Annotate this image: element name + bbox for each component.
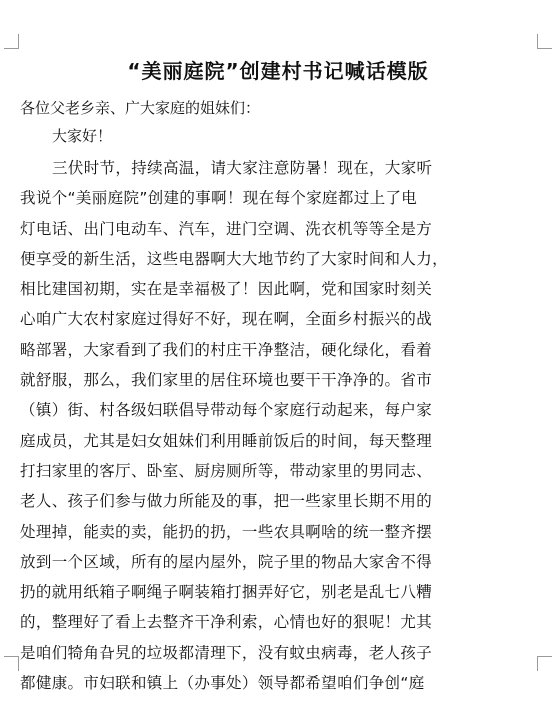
body-line: 便享受的新生活，这些电器啊大大地节约了大家时间和人力， xyxy=(20,249,448,268)
body-line: 的，整理好了看上去整齐干净利索，心情也好的狠呢！尤其 xyxy=(20,613,433,632)
body-line: 就舒服，那么，我们家里的居住环境也要干干净净的。省市 xyxy=(20,371,433,390)
body-line: （镇）街、村各级妇联倡导带动每个家庭行动起来，每户家 xyxy=(20,401,433,420)
body-line: 扔的就用纸箱子啊绳子啊装箱打捆弄好它，别老是乱七八糟 xyxy=(20,583,433,602)
body-line: 灯电话、出门电动车、汽车，进门空调、洗衣机等等全是方 xyxy=(20,219,433,238)
body-line: 都健康。市妇联和镇上（办事处）领导都希望咱们争创“庭 xyxy=(20,674,425,693)
body-line: 心咱广大农村家庭过得好不好，现在啊，全面乡村振兴的战 xyxy=(20,310,433,329)
body-line: 是咱们犄角旮旯的垃圾都清理下，没有蚊虫病毒，老人孩子 xyxy=(20,643,433,662)
greeting: 大家好！ xyxy=(52,127,113,145)
crop-mark-top-left xyxy=(4,34,19,49)
body-paragraph xyxy=(20,153,540,698)
body-line: 放到一个区域，所有的屋内屋外，院子里的物品大家舍不得 xyxy=(20,552,433,571)
body-line: 老人、孩子们参与做力所能及的事，把一些家里长期不用的 xyxy=(20,492,433,511)
body-line: 庭成员，尤其是妇女姐妹们利用睡前饭后的时间，每天整理 xyxy=(20,431,433,450)
body-line: 打扫家里的客厅、卧室、厨房厕所等，带动家里的男同志、 xyxy=(20,461,433,480)
body-line: 三伏时节，持续高温，请大家注意防暑！现在，大家听 xyxy=(52,159,433,177)
body-line: 处理掉，能卖的卖，能扔的扔，一些农具啊啥的统一整齐摆 xyxy=(20,522,433,541)
body-line: 相比建国初期，实在是幸福极了！因此啊，党和国家时刻关 xyxy=(20,280,433,299)
body-line: 略部署，大家看到了我们的村庄干净整洁，硬化绿化，看着 xyxy=(20,340,433,359)
crop-mark-bottom-left xyxy=(4,656,19,671)
crop-mark-top-right xyxy=(537,34,552,49)
document-title: “美丽庭院”创建村书记喊话模版 xyxy=(127,59,429,83)
body-line: 我说个“美丽庭院”创建的事啊！现在每个家庭都过上了电 xyxy=(20,189,418,208)
salutation: 各位父老乡亲、广大家庭的姐妹们： xyxy=(20,99,261,117)
